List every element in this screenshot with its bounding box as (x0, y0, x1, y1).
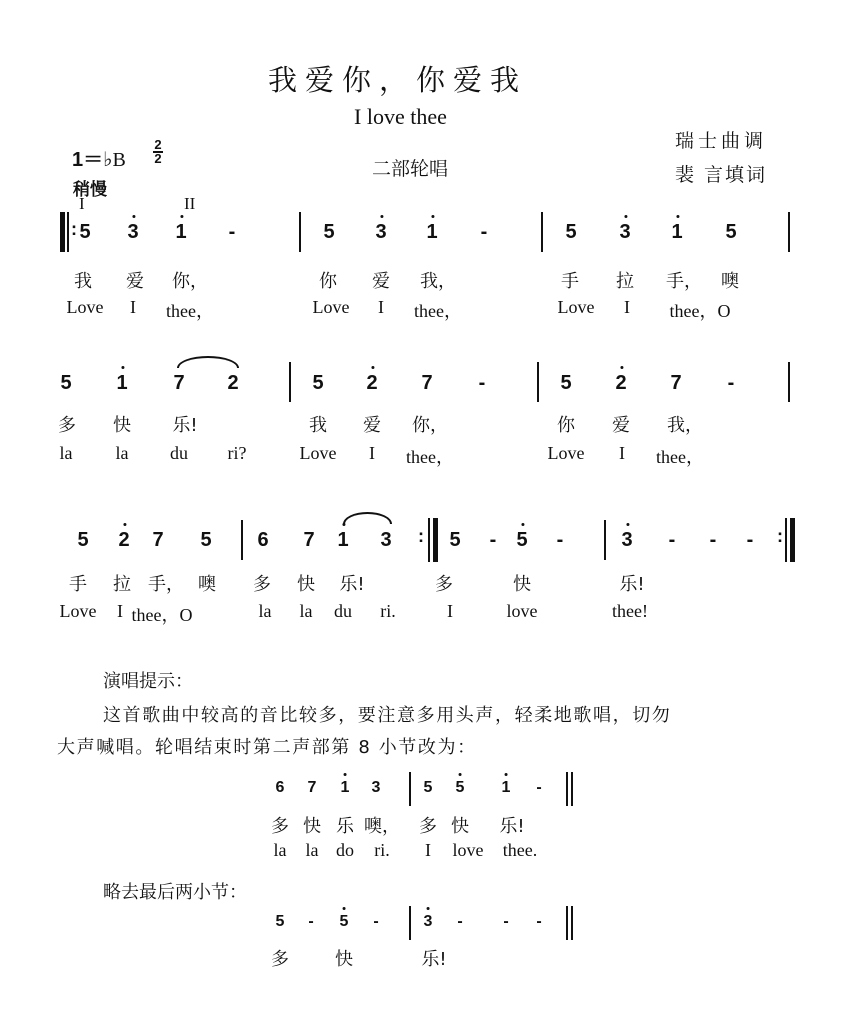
time-numerator: 2 (154, 137, 162, 152)
tempo-marking: 稍慢 (73, 180, 107, 199)
dash: - (668, 529, 676, 551)
lyric-chinese: 快 (113, 415, 131, 436)
lyric-chinese: 快 (451, 816, 469, 837)
lyric-english: la (258, 601, 272, 621)
note: 5 (275, 913, 285, 930)
dash: - (556, 529, 564, 551)
lyric-chinese: 你， (412, 415, 448, 436)
barline (788, 212, 790, 252)
high-octave-dot (505, 773, 508, 776)
lyric-english: du (170, 443, 188, 463)
note: 3 (375, 221, 386, 244)
lyric-chinese: 手 (561, 271, 579, 292)
note: 3 (127, 221, 138, 244)
lyric-chinese: 快 (297, 574, 315, 595)
thick-barline (60, 212, 65, 252)
lyric-chinese: 多 (271, 816, 289, 837)
barline (566, 772, 568, 806)
song-title: 我爱你，你爱我 (268, 63, 528, 97)
note: 5 (323, 221, 335, 243)
lyric-english: thee! (612, 601, 648, 621)
barline (299, 212, 301, 252)
high-octave-dot (132, 215, 135, 218)
lyric-english: la (115, 443, 129, 463)
performance-mode: 二部轮唱 (372, 158, 449, 180)
note: 5 (312, 372, 324, 394)
lyric-english: thee， (166, 301, 214, 321)
lyric-chinese: 拉 (113, 574, 131, 595)
barline (537, 362, 539, 402)
key-note: ♭B (103, 149, 126, 171)
dash: - (489, 529, 497, 551)
high-octave-dot (121, 366, 124, 369)
tips-heading: 演唱提示： (103, 671, 193, 692)
song-subtitle: I love thee (354, 104, 447, 129)
dash: - (536, 779, 542, 796)
note: 1 (341, 779, 350, 797)
note: 5 (423, 779, 433, 796)
lyric-english: thee， (406, 447, 454, 467)
note: 3 (380, 529, 392, 551)
note: 1 (671, 221, 682, 244)
part-one-marker: I (79, 194, 85, 213)
dash: - (746, 529, 754, 551)
tie (177, 356, 239, 368)
key-signature (72, 143, 126, 172)
dash: - (457, 913, 463, 930)
lyric-english: Love (59, 601, 97, 621)
lyric-chinese: 我， (667, 415, 703, 436)
barline (788, 362, 790, 402)
lyric-chinese: 我， (420, 271, 456, 292)
lyric-english: I (117, 601, 123, 621)
note: 5 (516, 529, 527, 552)
note: 2 (615, 372, 626, 395)
note: 7 (307, 779, 317, 796)
lyric-english: Love (557, 297, 595, 317)
tips-text-line1: 这首歌曲中较高的音比较多，要注意多用头声，轻柔地歌唱，切勿 (103, 705, 672, 726)
dash: - (727, 372, 735, 394)
part-two-marker: II (184, 194, 196, 213)
lyric-chinese: 拉 (616, 271, 634, 292)
high-octave-dot (427, 907, 430, 910)
barline (409, 772, 411, 806)
tie (343, 512, 392, 524)
repeat-dots: : (71, 219, 77, 239)
high-octave-dot (123, 523, 126, 526)
high-octave-dot (620, 366, 623, 369)
lyric-chinese: 多 (58, 415, 76, 436)
note: 5 (340, 913, 349, 931)
note: 3 (424, 913, 433, 931)
lyric-chinese: 快 (303, 816, 321, 837)
note: 2 (366, 372, 377, 395)
note: 5 (60, 372, 72, 394)
lyric-chinese: 乐! (339, 574, 365, 595)
note: 3 (621, 529, 632, 552)
high-octave-dot (371, 366, 374, 369)
omit-note: 略去最后两小节： (103, 882, 247, 903)
note: 5 (77, 529, 89, 551)
note: 7 (152, 529, 164, 551)
note: 5 (565, 221, 577, 243)
lyric-english: I (369, 443, 375, 463)
dash: - (503, 913, 509, 930)
lyric-chinese: 噢 (721, 271, 739, 292)
note: 1 (426, 221, 437, 244)
lyric-english: la (305, 840, 319, 860)
lyric-chinese: 噢 (198, 574, 216, 595)
lyric-english: love (452, 840, 484, 860)
note: 2 (118, 529, 129, 552)
note: 3 (619, 221, 630, 244)
barline (409, 906, 411, 940)
lyric-english: thee， (656, 447, 704, 467)
note: 1 (175, 221, 186, 244)
high-octave-dot (626, 523, 629, 526)
lyric-chinese: 我 (309, 415, 327, 436)
time-denominator: 2 (154, 151, 162, 166)
note: 7 (421, 372, 433, 394)
lyric-english: I (447, 601, 453, 621)
high-octave-dot (431, 215, 434, 218)
lyric-english: I (378, 297, 384, 317)
note: 1 (116, 372, 127, 395)
note: 6 (275, 779, 285, 796)
lyric-english: ri. (374, 840, 390, 860)
barline (571, 772, 573, 806)
lyric-english: Love (312, 297, 350, 317)
lyric-chinese: 乐 (336, 816, 354, 837)
barline (566, 906, 568, 940)
lyric-english: I (619, 443, 625, 463)
barline (67, 212, 69, 252)
lyric-english: la (273, 840, 287, 860)
note: 5 (200, 529, 212, 551)
high-octave-dot (521, 523, 524, 526)
lyric-english: la (59, 443, 73, 463)
thick-barline (433, 518, 438, 562)
lyric-english: thee，O (131, 605, 193, 625)
note: 1 (502, 779, 511, 797)
note: 1 (337, 529, 348, 552)
lyric-chinese: 爱 (363, 415, 381, 436)
high-octave-dot (676, 215, 679, 218)
note: 5 (456, 779, 465, 797)
dash: - (228, 221, 236, 243)
note: 7 (173, 372, 185, 394)
lyric-english: Love (66, 297, 104, 317)
barline (604, 520, 606, 560)
lyric-chinese: 乐! (421, 949, 447, 970)
high-octave-dot (459, 773, 462, 776)
lyric-chinese: 你 (557, 415, 575, 436)
lyric-english: love (506, 601, 538, 621)
lyric-chinese: 手， (148, 574, 184, 595)
lyric-chinese: 多 (271, 949, 289, 970)
lyric-chinese: 你， (172, 271, 208, 292)
time-signature (153, 139, 163, 165)
high-octave-dot (624, 215, 627, 218)
barline (428, 518, 430, 562)
repeat-dots: : (418, 526, 424, 546)
lyric-chinese: 快 (513, 574, 531, 595)
lyric-chinese: 爱 (612, 415, 630, 436)
lyric-chinese: 乐! (499, 816, 525, 837)
thick-barline (790, 518, 795, 562)
dash: - (536, 913, 542, 930)
tips-text-line2: 大声喊唱。轮唱结束时第二声部第 8 小节改为： (57, 737, 477, 758)
dash: - (308, 913, 314, 930)
lyric-english: thee. (502, 840, 538, 860)
lyric-english: thee， (414, 301, 462, 321)
lyric-english: I (130, 297, 136, 317)
high-octave-dot (344, 773, 347, 776)
lyric-chinese: 噢， (364, 816, 400, 837)
lyric-chinese: 手 (69, 574, 87, 595)
lyric-chinese: 乐! (619, 574, 645, 595)
barline (541, 212, 543, 252)
dash: - (373, 913, 379, 930)
lyric-english: Love (547, 443, 585, 463)
lyric-chinese: 乐! (172, 415, 198, 436)
note: 6 (257, 529, 269, 551)
dash: - (480, 221, 488, 243)
lyric-chinese: 你 (319, 271, 337, 292)
high-octave-dot (180, 215, 183, 218)
lyric-english: thee，O (669, 301, 731, 321)
note: 3 (371, 779, 381, 796)
high-octave-dot (343, 907, 346, 910)
note: 5 (560, 372, 572, 394)
lyric-chinese: 爱 (126, 271, 144, 292)
note: 5 (725, 221, 737, 243)
barline (289, 362, 291, 402)
barline (785, 518, 787, 562)
lyric-chinese: 多 (419, 816, 437, 837)
lyric-english: do (336, 840, 354, 860)
lyric-english: ri? (227, 443, 247, 463)
note: 7 (303, 529, 315, 551)
lyric-english: du (334, 601, 352, 621)
key-label: 1＝ (72, 149, 104, 171)
lyric-chinese: 多 (435, 574, 453, 595)
dash: - (709, 529, 717, 551)
lyric-chinese: 多 (253, 574, 271, 595)
lyricist-credit: 裴 言填词 (675, 164, 768, 186)
dash: - (478, 372, 486, 394)
barline (571, 906, 573, 940)
lyric-chinese: 快 (335, 949, 353, 970)
lyric-chinese: 手， (666, 271, 702, 292)
lyric-english: ri. (380, 601, 396, 621)
composer-credit: 瑞士曲调 (675, 130, 768, 152)
barline (241, 520, 243, 560)
lyric-english: Love (299, 443, 337, 463)
note: 5 (79, 221, 91, 243)
repeat-dots: : (777, 526, 783, 546)
lyric-english: I (425, 840, 431, 860)
lyric-english: I (624, 297, 630, 317)
note: 5 (449, 529, 461, 551)
note: 7 (670, 372, 682, 394)
lyric-chinese: 我 (74, 271, 92, 292)
note: 2 (227, 372, 239, 394)
lyric-chinese: 爱 (372, 271, 390, 292)
high-octave-dot (380, 215, 383, 218)
lyric-english: la (299, 601, 313, 621)
